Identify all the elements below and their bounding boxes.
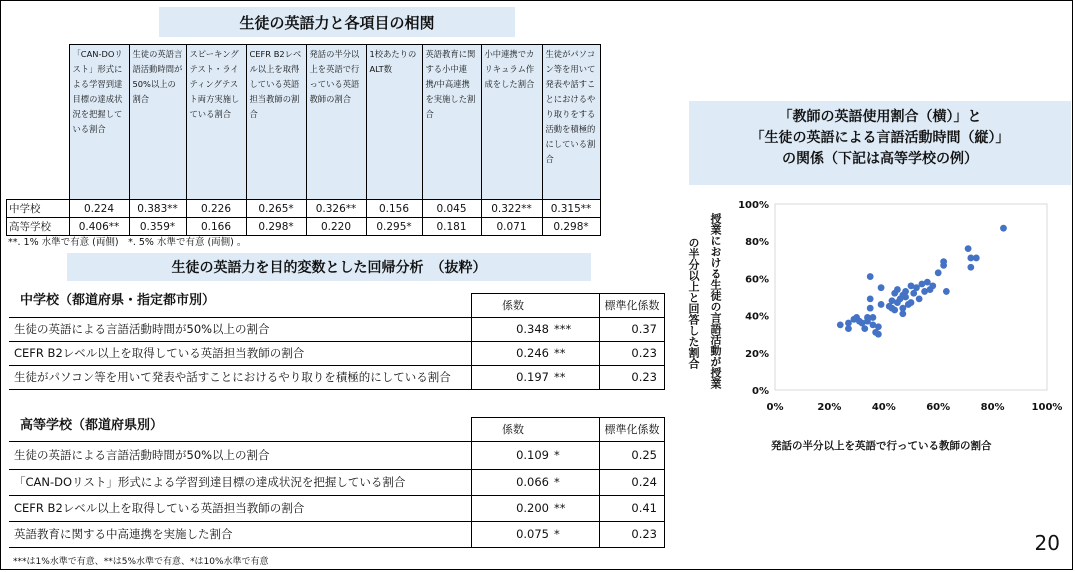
table-row	[9, 443, 665, 467]
corr-header: 生徒の英語言語活動時間が50%以上の割合	[129, 45, 186, 200]
scatter-point	[1000, 225, 1007, 232]
corr-cell: 0.181	[422, 218, 481, 236]
y-axis-label-line-2: の半分以上と回答した割合	[687, 237, 700, 369]
table-row	[9, 470, 665, 494]
scatter-point	[878, 301, 885, 308]
reg-std: 0.23	[631, 346, 657, 360]
reg-coef: 0.197	[516, 370, 549, 384]
col-std-header: 標準化係数	[604, 423, 660, 436]
reg-std: 0.23	[631, 370, 657, 384]
reg-sig: ***	[554, 322, 572, 336]
scatter-point	[891, 307, 898, 314]
scatter-point	[878, 284, 885, 291]
jh-title: 中学校（都道府県・指定都市別）	[20, 293, 216, 308]
corr-header: 英語教育に関する小中連携/中高連携を実施した割合	[422, 45, 481, 200]
regression-title: 生徒の英語力を目的変数とした回帰分析 （抜粋）	[171, 260, 487, 276]
reg-sig: *	[554, 475, 560, 489]
scatter-point	[973, 255, 980, 262]
x-axis-label: 発話の半分以上を英語で行っている教師の割合	[771, 440, 992, 452]
scatter-point	[867, 273, 874, 280]
reg-label: CEFR B2レベル以上を取得している英語担当教師の割合	[14, 346, 305, 360]
reg-label: 生徒の英語による言語活動時間が50%以上の割合	[14, 322, 270, 336]
corr-header: 生徒がパソコン等を用いて発表や話すことにおけるやり取りをする活動を積極的にしている割合	[542, 45, 600, 200]
corr-cell: 0.322**	[481, 200, 542, 218]
reg-label: CEFR B2レベル以上を取得している英語担当教師の割合	[14, 501, 305, 515]
reg-coef: 0.200	[516, 501, 549, 515]
reg-label: 生徒がパソコン等を用いて発表や話すことにおけるやり取りを積極的にしている割合	[14, 370, 451, 384]
scatter-point	[837, 322, 844, 329]
table-row	[9, 496, 665, 520]
scatter-point	[967, 264, 974, 271]
row-label: 中学校	[7, 200, 70, 218]
corr-header: 「CAN-DOリスト」形式による学習到達目標の達成状況を把握している割合	[69, 45, 129, 200]
chart-title	[689, 101, 1071, 185]
regression-banner	[67, 253, 591, 281]
reg-sig: **	[554, 346, 566, 360]
x-tick-label: 100%	[1031, 402, 1063, 413]
reg-sig: *	[554, 527, 560, 541]
scatter-point	[943, 288, 950, 295]
reg-coef: 0.075	[516, 527, 549, 541]
scatter-point	[940, 258, 947, 265]
corr-cell: 0.226	[186, 200, 246, 218]
corr-header: CEFR B2レベル以上を取得している英語担当教師の割合	[246, 45, 306, 200]
scatter-plot	[731, 196, 1066, 421]
y-tick-label: 60%	[745, 274, 769, 286]
correlation-header-row	[7, 45, 601, 200]
chart-title-line: 「生徒の英語による言語活動時間（縦）」	[750, 130, 1010, 146]
corr-cell: 0.045	[422, 200, 481, 218]
scatter-point	[902, 288, 909, 295]
scatter-point	[894, 286, 901, 293]
table-row	[9, 522, 665, 546]
reg-std: 0.23	[631, 527, 657, 541]
title-banner	[159, 7, 515, 37]
scatter-point	[867, 305, 874, 312]
scatter-point	[929, 282, 936, 289]
corr-cell: 0.224	[69, 200, 129, 218]
y-tick-label: 20%	[745, 348, 769, 360]
chart-title-line: 「教師の英語使用割合（横）」と	[778, 109, 982, 125]
corr-header: 小中連携でカリキュラム作成をした割合	[481, 45, 542, 200]
corr-cell: 0.315**	[542, 200, 600, 218]
corr-cell: 0.383**	[129, 200, 186, 218]
row-label: 高等学校	[7, 218, 70, 236]
corr-cell: 0.406**	[69, 218, 129, 236]
scatter-point	[899, 310, 906, 317]
x-tick-label: 40%	[871, 402, 896, 413]
reg-label: 英語教育に関する中高連携を実施した割合	[14, 527, 233, 541]
scatter-point	[845, 325, 852, 332]
corr-header: スピーキングテスト・ライティングテスト両方実施している割合	[186, 45, 246, 200]
scatter-point	[861, 325, 868, 332]
corr-header: 発話の半分以上を英語で行っている英語教師の割合	[306, 45, 366, 200]
scatter-point	[965, 245, 972, 252]
table-row	[7, 200, 601, 218]
corr-header: 1校あたりのALT数	[366, 45, 422, 200]
reg-coef: 0.246	[516, 346, 549, 360]
scatter-point	[875, 331, 882, 338]
jh-regression-table	[9, 293, 665, 393]
scatter-point	[867, 295, 874, 302]
plot-area	[775, 204, 1047, 390]
y-tick-label: 0%	[752, 386, 769, 397]
reg-sig: *	[554, 448, 560, 462]
reg-coef: 0.348	[516, 322, 549, 336]
x-tick-label: 80%	[980, 402, 1005, 413]
corr-note: **. 1% 水準で有意 (両側) *. 5% 水準で有意 (両側) 。	[8, 237, 247, 248]
corr-cell: 0.359*	[129, 218, 186, 236]
table-row	[9, 341, 665, 365]
corr-cell: 0.298*	[542, 218, 600, 236]
hs-regression-table	[9, 417, 665, 551]
scatter-point	[916, 295, 923, 302]
reg-coef: 0.109	[516, 448, 549, 462]
correlation-table	[6, 44, 601, 236]
chart-title-line: の関係（下記は高等学校の例）	[782, 151, 978, 167]
scatter-point	[908, 299, 915, 306]
reg-sig: **	[554, 370, 566, 384]
reg-std: 0.24	[631, 475, 657, 489]
reg-std: 0.41	[631, 501, 657, 515]
corner-cell	[7, 45, 70, 200]
reg-std: 0.37	[631, 322, 657, 336]
reg-coef: 0.066	[516, 475, 549, 489]
y-tick-label: 100%	[738, 200, 769, 211]
col-coef-header: 係数	[502, 423, 524, 436]
reg-label: 生徒の英語による言語活動時間が50%以上の割合	[14, 448, 270, 462]
corr-cell: 0.298*	[246, 218, 306, 236]
corr-cell: 0.220	[306, 218, 366, 236]
corr-cell: 0.265*	[246, 200, 306, 218]
corr-cell: 0.326**	[306, 200, 366, 218]
corr-cell: 0.295*	[366, 218, 422, 236]
x-tick-label: 20%	[817, 402, 842, 413]
y-tick-label: 80%	[745, 237, 769, 249]
footnote: ***は1%水準で有意、**は5%水準で有意、*は10%水準で有意	[13, 557, 269, 567]
y-axis-label-line-1: 授業における生徒の言語活動が授業	[709, 213, 722, 389]
page-number: 20	[1034, 531, 1060, 555]
reg-sig: **	[554, 501, 566, 515]
x-tick-label: 0%	[766, 402, 784, 413]
scatter-point	[870, 314, 877, 321]
table-row	[9, 317, 665, 341]
reg-label: 「CAN-DOリスト」形式による学習到達目標の達成状況を把握している割合	[14, 475, 406, 489]
x-tick-label: 60%	[926, 402, 951, 413]
table-row	[9, 365, 665, 389]
y-tick-label: 40%	[745, 311, 769, 323]
hs-title: 高等学校（都道府県別）	[20, 418, 164, 433]
scatter-point	[935, 269, 942, 276]
page-title: 生徒の英語力と各項目の相関	[239, 13, 435, 32]
reg-std: 0.25	[631, 448, 657, 462]
corr-cell: 0.166	[186, 218, 246, 236]
table-row	[7, 218, 601, 236]
col-coef-header: 係数	[502, 299, 524, 312]
col-std-header: 標準化係数	[604, 299, 660, 312]
corr-cell: 0.156	[366, 200, 422, 218]
scatter-point	[875, 323, 882, 330]
corr-cell: 0.071	[481, 218, 542, 236]
